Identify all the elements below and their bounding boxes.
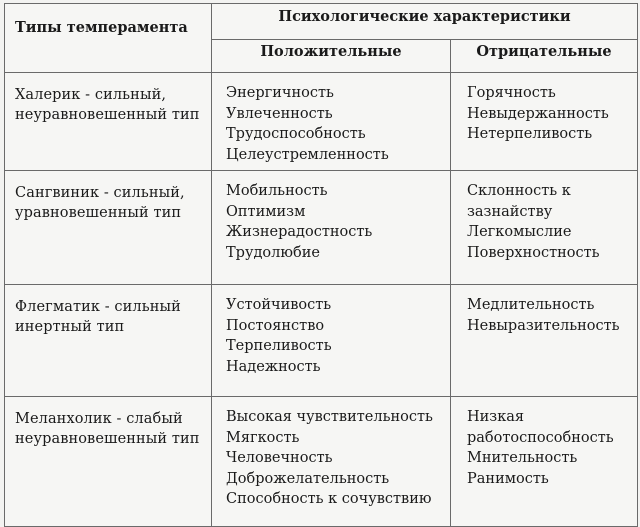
type-line: неуравновешенный тип bbox=[15, 107, 200, 123]
list-item: Поверхностность bbox=[467, 244, 600, 261]
list-item: Нетерпеливость bbox=[467, 126, 593, 142]
negative-list bbox=[451, 285, 638, 397]
table-row bbox=[5, 171, 638, 285]
type-cell bbox=[5, 171, 212, 285]
type-line: Флегматик - сильный bbox=[15, 299, 181, 315]
type-line: Меланхолик - слабый bbox=[15, 411, 183, 427]
negative-list bbox=[451, 397, 638, 527]
positive-list bbox=[212, 171, 451, 285]
list-item: Невыразительность bbox=[467, 317, 620, 334]
header-negative: Отрицательные bbox=[451, 39, 638, 72]
list-item: Способность к сочувствию bbox=[226, 491, 432, 507]
header-temperament-types: Типы темперамента bbox=[5, 4, 212, 73]
list-item: Низкая bbox=[467, 409, 525, 425]
list-item: Доброжелательность bbox=[226, 470, 390, 487]
table-row bbox=[5, 285, 638, 397]
list-item: Высокая чувствительность bbox=[226, 409, 433, 425]
type-cell bbox=[5, 285, 212, 397]
list-item: Жизнерадостность bbox=[226, 224, 373, 240]
list-item: Целеустремленность bbox=[226, 146, 389, 163]
list-item: Мнительность bbox=[467, 450, 578, 466]
list-item: Мобильность bbox=[226, 183, 328, 199]
list-item: Легкомыслие bbox=[467, 224, 572, 240]
header-positive: Положительные bbox=[212, 39, 451, 72]
list-item: Горячность bbox=[467, 85, 556, 101]
list-item: работоспособность bbox=[467, 429, 614, 446]
list-item: Медлительность bbox=[467, 297, 595, 313]
list-item: Оптимизм bbox=[226, 203, 306, 220]
list-item: Мягкость bbox=[226, 429, 300, 446]
header-psychological-characteristics: Психологические характеристики bbox=[212, 4, 638, 40]
list-item: Склонность к bbox=[467, 183, 571, 199]
temperament-table bbox=[4, 3, 638, 527]
positive-list bbox=[212, 73, 451, 171]
type-line: Сангвиник - сильный, bbox=[15, 185, 185, 201]
list-item: Человечность bbox=[226, 450, 333, 466]
list-item: Энергичность bbox=[226, 85, 334, 101]
list-item: Устойчивость bbox=[226, 297, 332, 313]
type-cell bbox=[5, 73, 212, 171]
list-item: зазнайству bbox=[467, 203, 553, 220]
table-row bbox=[5, 397, 638, 527]
type-line: инертный тип bbox=[15, 319, 125, 335]
list-item: Надежность bbox=[226, 358, 321, 375]
type-line: уравновешенный тип bbox=[15, 205, 182, 221]
type-line: неуравновешенный тип bbox=[15, 431, 200, 447]
negative-list bbox=[451, 171, 638, 285]
table-row bbox=[5, 73, 638, 171]
positive-list bbox=[212, 285, 451, 397]
list-item: Невыдержанность bbox=[467, 105, 609, 122]
list-item: Ранимость bbox=[467, 470, 549, 487]
negative-list bbox=[451, 73, 638, 171]
positive-list bbox=[212, 397, 451, 527]
list-item: Трудолюбие bbox=[226, 244, 320, 261]
list-item: Увлеченность bbox=[226, 105, 333, 122]
list-item: Постоянство bbox=[226, 317, 325, 334]
list-item: Терпеливость bbox=[226, 338, 332, 354]
type-cell bbox=[5, 397, 212, 527]
type-line: Халерик - сильный, bbox=[15, 87, 167, 103]
list-item: Трудоспособность bbox=[226, 126, 366, 142]
